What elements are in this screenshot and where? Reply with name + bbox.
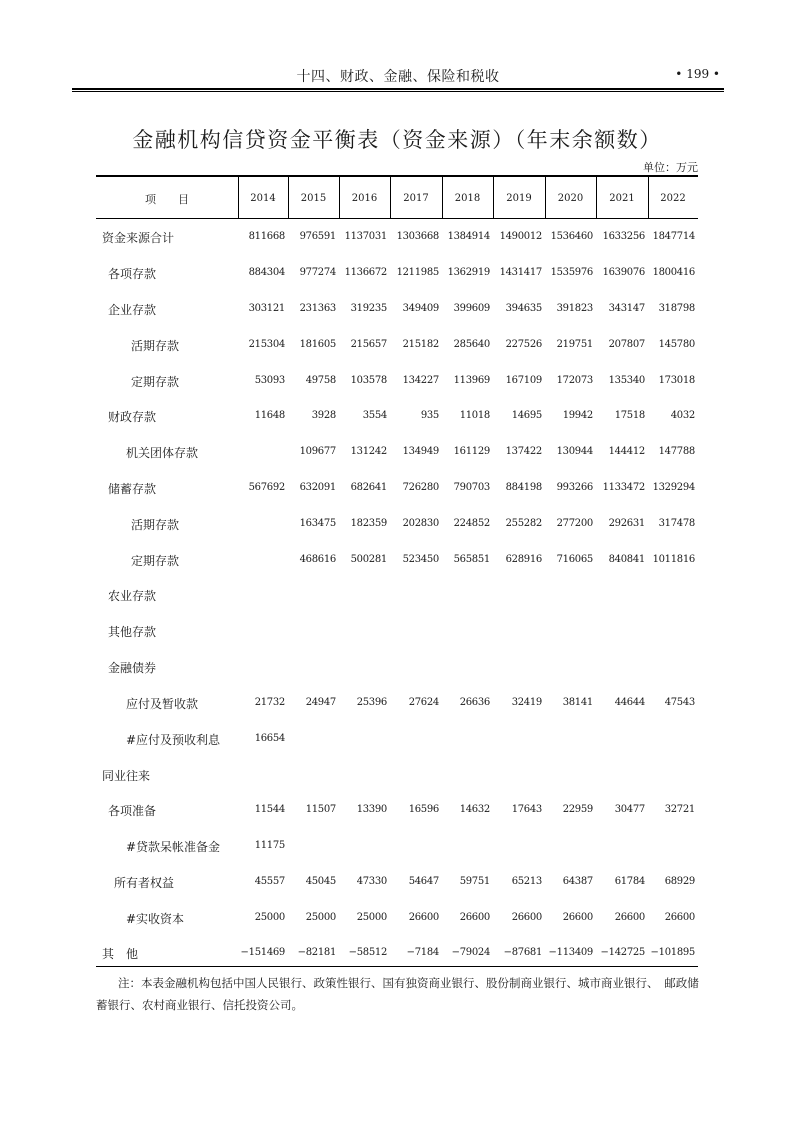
table-cell: 13390 xyxy=(356,804,387,815)
table-cell: 716065 xyxy=(556,554,593,565)
header-rule xyxy=(72,88,724,90)
column-header-year: 2014 xyxy=(250,193,276,204)
table-cell: 16654 xyxy=(254,733,285,744)
table-cell: 161129 xyxy=(453,446,490,457)
table-cell: 1133472 xyxy=(602,482,645,493)
table-cell: 3554 xyxy=(362,410,387,421)
table-cell: 500281 xyxy=(350,554,387,565)
table-cell: 131242 xyxy=(350,446,387,457)
column-header-year: 2016 xyxy=(351,193,378,204)
table-cell: 26600 xyxy=(408,912,439,923)
table-cell: 44644 xyxy=(614,697,645,708)
table-cell: 976591 xyxy=(299,231,336,242)
table-cell: 14695 xyxy=(511,410,542,421)
table-cell: 1384914 xyxy=(447,231,490,242)
column-header-year: 2019 xyxy=(506,193,532,204)
table-cell: 1639076 xyxy=(602,267,645,278)
table-cell: 26600 xyxy=(614,912,645,923)
table-cell: 567692 xyxy=(248,482,285,493)
column-header-year: 2020 xyxy=(557,193,584,204)
table-cell: 135340 xyxy=(608,375,645,386)
table-cell: 215182 xyxy=(402,339,439,350)
table-cell: 181605 xyxy=(299,339,336,350)
table-cell: 45045 xyxy=(305,876,336,887)
table-cell: −7184 xyxy=(406,947,439,958)
table-cell: 27624 xyxy=(408,697,439,708)
table-cell: 25000 xyxy=(305,912,336,923)
table-cell: −142725 xyxy=(600,947,645,958)
row-label: 企业存款 xyxy=(108,303,157,317)
table-cell: 884198 xyxy=(505,482,542,493)
table-cell: 1211985 xyxy=(396,267,439,278)
table-cell: 391823 xyxy=(556,303,593,314)
table-cell: 64387 xyxy=(562,876,593,887)
table-cell: 17643 xyxy=(511,804,542,815)
table-cell: 1137031 xyxy=(344,231,387,242)
table-cell: 11175 xyxy=(254,840,285,851)
table-cell: 1011816 xyxy=(652,554,695,565)
column-divider xyxy=(545,176,546,218)
table-cell: 11648 xyxy=(254,410,285,421)
table-cell: 292631 xyxy=(608,518,645,529)
table-cell: 318798 xyxy=(658,303,695,314)
table-cell: 1431417 xyxy=(499,267,542,278)
column-header-year: 2015 xyxy=(300,193,327,204)
column-divider xyxy=(238,176,239,218)
row-label: 机关团体存款 xyxy=(126,446,199,460)
row-label: 应付及暂收款 xyxy=(126,697,199,711)
table-cell: 45557 xyxy=(254,876,285,887)
table-cell: 11507 xyxy=(305,804,336,815)
table-cell: 319235 xyxy=(350,303,387,314)
unit-label: 单位：万元 xyxy=(643,161,698,174)
running-header xyxy=(72,64,724,86)
table-cell: 30477 xyxy=(614,804,645,815)
table-cell: −151469 xyxy=(240,947,285,958)
row-label: 活期存款 xyxy=(131,518,180,532)
table-cell: 1536460 xyxy=(550,231,593,242)
table-note: 注：本表金融机构包括中国人民银行、政策性银行、国有独资商业银行、股份制商业银行、城市商业银行、 邮政储蓄银行、农村商业银行、信托投资公司。 xyxy=(96,976,699,1012)
table-cell: 163475 xyxy=(299,518,336,529)
table-cell: 317478 xyxy=(658,518,695,529)
table-cell: 343147 xyxy=(608,303,645,314)
table-title: 金融机构信贷资金平衡表（资金来源）（年末余额数） xyxy=(132,128,662,152)
table-cell: 224852 xyxy=(453,518,490,529)
table-cell: −58512 xyxy=(348,947,387,958)
table-cell: 25000 xyxy=(356,912,387,923)
row-label: 定期存款 xyxy=(131,375,180,389)
table-cell: 38141 xyxy=(562,697,593,708)
table-cell: 25396 xyxy=(356,697,387,708)
table-cell: 977274 xyxy=(299,267,336,278)
table-cell: −101895 xyxy=(650,947,695,958)
table-cell: 202830 xyxy=(402,518,439,529)
row-label: #贷款呆帐准备金 xyxy=(126,840,221,854)
table-cell: 147788 xyxy=(658,446,695,457)
table-cell: 113969 xyxy=(453,375,490,386)
table-cell: 682641 xyxy=(350,482,387,493)
table-cell: 17518 xyxy=(614,410,645,421)
table-cell: 215657 xyxy=(350,339,387,350)
column-divider xyxy=(442,176,443,218)
row-label: #应付及预收利息 xyxy=(126,733,221,747)
table-cell: 172073 xyxy=(556,375,593,386)
column-divider xyxy=(288,176,289,218)
table-cell: 54647 xyxy=(408,876,439,887)
table-cell: 1633256 xyxy=(602,231,645,242)
row-label: #实收资本 xyxy=(126,912,185,926)
table-top-rule xyxy=(96,175,698,177)
table-cell: 285640 xyxy=(453,339,490,350)
table-cell: 227526 xyxy=(505,339,542,350)
table-cell: 144412 xyxy=(608,446,645,457)
table-cell: 1800416 xyxy=(652,267,695,278)
table-cell: 68929 xyxy=(664,876,695,887)
row-label: 金融债券 xyxy=(108,661,157,675)
table-cell: 26600 xyxy=(511,912,542,923)
table-cell: 811668 xyxy=(248,231,285,242)
row-label: 各项准备 xyxy=(108,804,157,818)
table-cell: 219751 xyxy=(556,339,593,350)
column-header-year: 2017 xyxy=(403,193,429,204)
table-cell: 47543 xyxy=(664,697,695,708)
column-header-year: 2018 xyxy=(454,193,481,204)
table-cell: 468616 xyxy=(299,554,336,565)
table-cell: 884304 xyxy=(248,267,285,278)
table-cell: 523450 xyxy=(402,554,439,565)
row-label: 农业存款 xyxy=(108,589,157,603)
table-cell: 25000 xyxy=(254,912,285,923)
column-header-year: 2022 xyxy=(660,193,686,204)
table-cell: 22959 xyxy=(562,804,593,815)
table-cell: 1329294 xyxy=(652,482,695,493)
row-label: 定期存款 xyxy=(131,554,180,568)
table-cell: 1847714 xyxy=(652,231,695,242)
table-cell: 565851 xyxy=(453,554,490,565)
table-header-rule xyxy=(96,218,698,219)
table-cell: 167109 xyxy=(505,375,542,386)
table-cell: 4032 xyxy=(670,410,695,421)
table-cell: 1362919 xyxy=(447,267,490,278)
table-cell: −79024 xyxy=(451,947,490,958)
table-cell: 182359 xyxy=(350,518,387,529)
row-label: 各项存款 xyxy=(108,267,157,281)
row-label: 其他存款 xyxy=(108,625,157,639)
table-cell: 255282 xyxy=(505,518,542,529)
row-label: 储蓄存款 xyxy=(108,482,157,496)
column-header-item: 项 目 xyxy=(145,193,189,206)
column-header-year: 2021 xyxy=(609,193,635,204)
table-cell: 24947 xyxy=(305,697,336,708)
table-cell: −82181 xyxy=(297,947,336,958)
table-cell: 53093 xyxy=(254,375,285,386)
table-cell: 726280 xyxy=(402,482,439,493)
header-rule-thin xyxy=(72,91,724,92)
row-label: 所有者权益 xyxy=(114,876,175,890)
table-cell: 628916 xyxy=(505,554,542,565)
table-cell: 14632 xyxy=(459,804,490,815)
table-cell: 11544 xyxy=(254,804,285,815)
column-divider xyxy=(648,176,649,218)
table-cell: −87681 xyxy=(503,947,542,958)
table-cell: 47330 xyxy=(356,876,387,887)
table-cell: 103578 xyxy=(350,375,387,386)
table-cell: 130944 xyxy=(556,446,593,457)
table-cell: 26600 xyxy=(459,912,490,923)
table-cell: 134227 xyxy=(402,375,439,386)
table-cell: 1490012 xyxy=(499,231,542,242)
table-cell: 61784 xyxy=(614,876,645,887)
page-number: • 199 • xyxy=(675,67,720,81)
table-cell: 632091 xyxy=(299,482,336,493)
table-cell: 399609 xyxy=(453,303,490,314)
row-label: 活期存款 xyxy=(131,339,180,353)
table-cell: 134949 xyxy=(402,446,439,457)
table-cell: 145780 xyxy=(658,339,695,350)
row-label: 同业往来 xyxy=(102,769,151,783)
table-cell: 303121 xyxy=(248,303,285,314)
table-cell: 394635 xyxy=(505,303,542,314)
table-cell: −113409 xyxy=(548,947,593,958)
section-title: 十四、财政、金融、保险和税收 xyxy=(296,69,500,85)
row-label: 资金来源合计 xyxy=(102,231,175,245)
table-cell: 1303668 xyxy=(396,231,439,242)
table-cell: 1535976 xyxy=(550,267,593,278)
table-cell: 26636 xyxy=(459,697,490,708)
table-cell: 137422 xyxy=(505,446,542,457)
table-cell: 231363 xyxy=(299,303,336,314)
table-cell: 349409 xyxy=(402,303,439,314)
table-cell: 993266 xyxy=(556,482,593,493)
table-cell: 840841 xyxy=(608,554,645,565)
table-cell: 32419 xyxy=(511,697,542,708)
row-label: 其 他 xyxy=(102,947,139,961)
table-cell: 16596 xyxy=(408,804,439,815)
table-cell: 59751 xyxy=(459,876,490,887)
table-cell: 21732 xyxy=(254,697,285,708)
table-cell: 215304 xyxy=(248,339,285,350)
table-cell: 32721 xyxy=(664,804,695,815)
table-cell: 26600 xyxy=(664,912,695,923)
table-cell: 207807 xyxy=(608,339,645,350)
table-cell: 11018 xyxy=(459,410,490,421)
column-divider xyxy=(339,176,340,218)
table-bottom-rule xyxy=(96,966,698,967)
column-divider xyxy=(390,176,391,218)
table-cell: 19942 xyxy=(562,410,593,421)
table-cell: 65213 xyxy=(511,876,542,887)
table-cell: 49758 xyxy=(305,375,336,386)
table-cell: 790703 xyxy=(453,482,490,493)
column-divider xyxy=(596,176,597,218)
table-cell: 3928 xyxy=(311,410,336,421)
table-cell: 277200 xyxy=(556,518,593,529)
table-cell: 26600 xyxy=(562,912,593,923)
table-cell: 109677 xyxy=(299,446,336,457)
table-cell: 173018 xyxy=(658,375,695,386)
row-label: 财政存款 xyxy=(108,410,157,424)
column-divider xyxy=(493,176,494,218)
table-cell: 1136672 xyxy=(344,267,387,278)
table-cell: 935 xyxy=(420,410,439,421)
